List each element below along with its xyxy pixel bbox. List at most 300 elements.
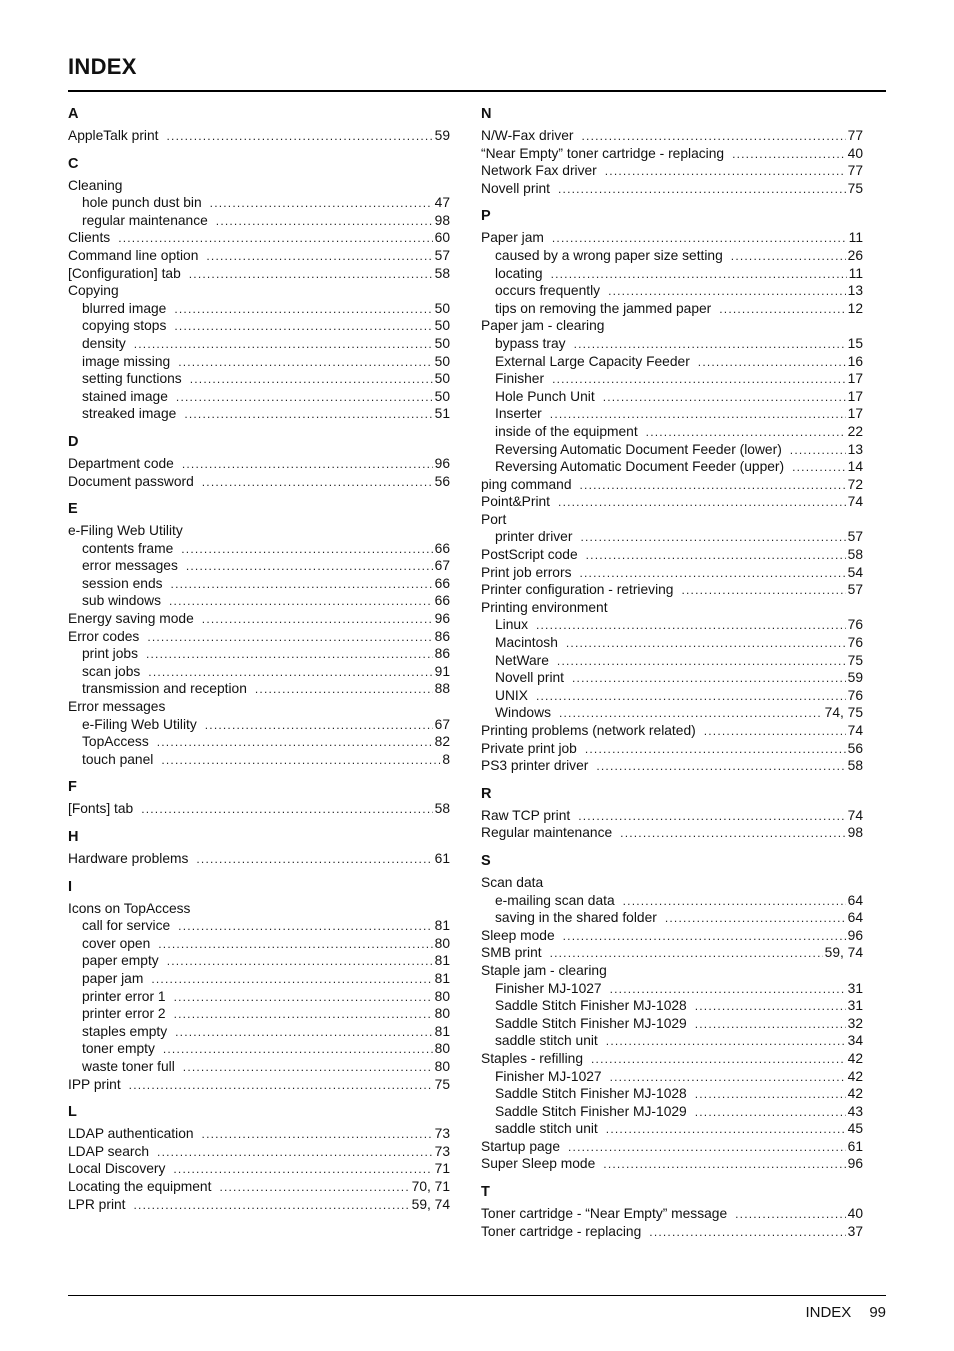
entry-page-number[interactable]: 31	[847, 998, 863, 1014]
dot-leader	[141, 801, 432, 819]
entry-text: Inserter	[495, 406, 542, 422]
entry-page-number[interactable]: 66	[434, 575, 450, 591]
entry-page-number[interactable]: 42	[847, 1068, 863, 1084]
dot-leader	[202, 474, 433, 492]
index-subentry	[481, 265, 863, 283]
entry-page-number[interactable]: 59	[847, 670, 863, 686]
dot-leader	[580, 529, 845, 547]
entry-text: image missing	[82, 353, 171, 369]
index-entry	[481, 476, 863, 494]
index-subentry	[481, 370, 863, 388]
dot-leader	[790, 442, 846, 460]
entry-page-number[interactable]: 81	[434, 953, 450, 969]
dot-leader	[134, 1197, 410, 1215]
entry-text: e-Filing Web Utility	[82, 716, 197, 732]
entry-text: Document password	[68, 473, 194, 489]
entry-page-number[interactable]: 74	[847, 807, 863, 823]
section-letter: P	[481, 208, 491, 225]
index-subentry	[68, 300, 450, 318]
entry-page-number[interactable]: 81	[434, 918, 450, 934]
index-entry	[68, 265, 450, 283]
entry-text: Port	[481, 511, 507, 527]
entry-text: session ends	[82, 575, 163, 591]
entry-page-number[interactable]: 74	[847, 723, 863, 738]
dot-leader	[255, 681, 433, 699]
entry-page-number[interactable]: 58	[847, 758, 863, 774]
entry-text: Point&Print	[481, 494, 551, 510]
entry-page-number[interactable]: 96	[434, 611, 450, 627]
entry-text: saddle stitch unit	[495, 1121, 598, 1137]
index-subentry	[68, 388, 450, 406]
index-entry	[481, 824, 863, 842]
index-entry	[481, 1223, 863, 1241]
section-letter: C	[68, 155, 79, 172]
index-entry	[481, 927, 863, 945]
entry-page-number[interactable]: 17	[847, 406, 863, 422]
entry-page-number[interactable]: 50	[434, 335, 450, 351]
entry-page-number[interactable]: 80	[434, 935, 450, 951]
dot-leader	[181, 541, 432, 559]
entry-page-number[interactable]: 26	[847, 247, 863, 263]
entry-page-number[interactable]: 76	[847, 687, 863, 703]
entry-page-number[interactable]: 22	[847, 423, 863, 439]
entry-page-number[interactable]: 50	[434, 300, 450, 316]
entry-page-number[interactable]: 80	[434, 1041, 450, 1057]
index-entry	[481, 546, 863, 564]
entry-page-number[interactable]: 17	[847, 388, 863, 404]
entry-page-number[interactable]: 91	[434, 663, 450, 679]
entry-page-number[interactable]: 42	[847, 1050, 863, 1066]
dot-leader	[558, 494, 846, 512]
dot-leader	[585, 741, 846, 759]
entry-text: ping command	[481, 476, 572, 492]
index-entry	[68, 1125, 450, 1143]
entry-page-number[interactable]: 42	[847, 1086, 863, 1102]
index-subentry	[68, 645, 450, 663]
dot-leader	[146, 646, 433, 664]
entry-text: NetWare	[495, 652, 549, 668]
dot-leader	[591, 1051, 846, 1069]
entry-text: paper jam	[82, 970, 144, 986]
index-subentry	[481, 909, 863, 927]
section-letter: H	[68, 829, 79, 845]
entry-page-number[interactable]: 12	[847, 300, 863, 316]
index-entry	[68, 1143, 450, 1161]
index-entry	[481, 807, 863, 825]
entry-page-number[interactable]: 56	[434, 473, 450, 489]
entry-page-number[interactable]: 13	[847, 441, 863, 457]
entry-page-number[interactable]: 66	[434, 593, 450, 609]
entry-text: [Fonts] tab	[68, 801, 134, 817]
entry-text: contents frame	[82, 540, 174, 556]
dot-leader	[202, 611, 433, 629]
index-entry	[68, 1076, 450, 1094]
footer-rule	[68, 1295, 886, 1296]
dot-leader	[171, 576, 433, 594]
entry-text: AppleTalk print	[68, 128, 159, 143]
index-entry	[481, 757, 863, 775]
index-entry	[481, 1205, 863, 1223]
section-letter: I	[68, 878, 73, 895]
entry-page-number[interactable]: 75	[434, 1076, 450, 1092]
entry-page-number[interactable]: 56	[847, 740, 863, 756]
dot-leader	[174, 301, 432, 319]
dot-leader	[178, 918, 432, 936]
entry-page-number[interactable]: 50	[434, 318, 450, 334]
entry-page-number[interactable]: 96	[847, 1156, 863, 1172]
entry-page-number[interactable]: 73	[434, 1126, 450, 1142]
entry-text: caused by a wrong paper size setting	[495, 247, 723, 263]
dot-leader	[173, 1161, 432, 1179]
entry-page-number[interactable]: 57	[847, 529, 863, 545]
dot-leader	[792, 459, 846, 477]
dot-leader	[147, 629, 432, 647]
entry-page-number[interactable]: 32	[847, 1015, 863, 1031]
entry-page-number[interactable]: 57	[847, 582, 863, 598]
dot-leader	[174, 1006, 433, 1024]
index-section-e	[68, 499, 450, 768]
entry-page-number[interactable]: 86	[434, 628, 450, 644]
index-subentry	[68, 194, 450, 212]
dot-leader	[184, 406, 432, 424]
entry-page-number[interactable]: 76	[847, 617, 863, 633]
index-subentry	[481, 247, 863, 265]
dot-leader	[550, 945, 823, 963]
entry-page-number[interactable]: 54	[847, 564, 863, 580]
entry-text: Toner cartridge - replacing	[481, 1223, 642, 1239]
entry-page-number[interactable]: 50	[434, 371, 450, 387]
entry-page-number[interactable]: 80	[434, 1058, 450, 1074]
entry-page-number[interactable]: 50	[434, 388, 450, 404]
index-subentry	[68, 335, 450, 353]
index-subentry	[68, 663, 450, 681]
dot-leader	[552, 230, 847, 248]
index-subentry	[481, 1068, 863, 1086]
entry-page-number[interactable]: 96	[434, 455, 450, 471]
entry-text: scan jobs	[82, 663, 141, 679]
entry-text: Error messages	[68, 699, 166, 715]
section-letter: F	[68, 779, 77, 796]
index-section-i	[68, 877, 450, 1094]
dot-leader	[158, 936, 432, 954]
dot-leader	[167, 953, 433, 971]
entry-page-number[interactable]: 82	[434, 734, 450, 750]
index-subentry	[68, 751, 450, 769]
entry-page-number[interactable]: 60	[434, 230, 450, 246]
section-letter: R	[481, 785, 492, 802]
entry-text: Finisher MJ-1027	[495, 1068, 602, 1084]
entry-text: Novell print	[495, 670, 565, 686]
index-entry	[481, 1050, 863, 1068]
entry-text: Startup page	[481, 1138, 561, 1154]
entry-text: saving in the shared folder	[495, 910, 657, 926]
entry-page-number[interactable]: 98	[847, 825, 863, 841]
dot-leader	[129, 1077, 433, 1095]
entry-page-number[interactable]: 58	[434, 265, 450, 281]
entry-page-number[interactable]: 98	[434, 212, 450, 228]
index-subentry	[68, 970, 450, 988]
dot-leader	[568, 1139, 846, 1157]
entry-text: Hardware problems	[68, 851, 189, 866]
dot-leader	[704, 723, 846, 741]
entry-text: e-mailing scan data	[495, 892, 615, 908]
index-entry	[68, 850, 450, 868]
entry-page-number[interactable]: 40	[847, 145, 863, 161]
entry-page-number[interactable]: 31	[847, 980, 863, 996]
entry-page-number[interactable]: 64	[847, 910, 863, 926]
index-entry	[68, 522, 450, 540]
index-entry	[68, 473, 450, 491]
index-subentry	[68, 1058, 450, 1076]
entry-page-number[interactable]: 75	[847, 180, 863, 196]
entry-page-number[interactable]: 67	[434, 558, 450, 574]
entry-text: e-Filing Web Utility	[68, 523, 183, 539]
index-subentry	[68, 1005, 450, 1023]
index-entry	[68, 127, 450, 145]
dot-leader	[578, 808, 845, 826]
index-subentry	[481, 353, 863, 371]
entry-text: toner empty	[82, 1041, 155, 1057]
entry-text: Reversing Automatic Document Feeder (lower)	[495, 441, 782, 457]
index-subentry	[481, 528, 863, 546]
index-entry	[481, 493, 863, 511]
entry-text: Staples - refilling	[481, 1050, 583, 1066]
index-entry	[481, 722, 863, 740]
entry-page-number[interactable]: 70, 71	[411, 1178, 450, 1194]
dot-leader	[606, 1121, 846, 1139]
section-letter: T	[481, 1184, 490, 1201]
dot-leader	[646, 424, 846, 442]
entry-page-number[interactable]: 57	[434, 247, 450, 263]
index-subentry	[68, 592, 450, 610]
entry-text: [Configuration] tab	[68, 265, 181, 281]
entry-page-number[interactable]: 96	[847, 927, 863, 943]
entry-page-number[interactable]: 76	[847, 635, 863, 651]
entry-page-number[interactable]: 81	[434, 970, 450, 986]
entry-text: TopAccess	[82, 734, 149, 750]
entry-page-number[interactable]: 13	[847, 283, 863, 299]
entry-page-number[interactable]: 58	[847, 547, 863, 563]
entry-text: printer error 2	[82, 1006, 166, 1022]
index-subentry	[68, 680, 450, 698]
entry-page-number[interactable]: 11	[848, 265, 863, 281]
index-subentry	[481, 458, 863, 476]
entry-page-number[interactable]: 64	[847, 892, 863, 908]
dot-leader	[202, 1126, 433, 1144]
entry-text: Printing problems (network related)	[481, 723, 696, 738]
dot-leader	[174, 318, 432, 336]
index-subentry	[481, 300, 863, 318]
dot-leader	[183, 1059, 433, 1077]
entry-page-number[interactable]: 74	[847, 494, 863, 510]
index-subentry	[481, 980, 863, 998]
entry-page-number[interactable]: 43	[847, 1103, 863, 1119]
dot-leader	[157, 734, 433, 752]
dot-leader	[552, 371, 846, 389]
entry-page-number[interactable]: 11	[848, 230, 863, 246]
entry-text: locating	[495, 265, 543, 281]
entry-page-number[interactable]: 50	[434, 353, 450, 369]
entry-text: sub windows	[82, 593, 161, 609]
entry-page-number[interactable]: 86	[434, 646, 450, 662]
index-subentry	[481, 1032, 863, 1050]
entry-text: Reversing Automatic Document Feeder (upper)	[495, 459, 785, 475]
dot-leader	[219, 1179, 409, 1197]
entry-text: Finisher	[495, 371, 545, 387]
entry-page-number[interactable]: 73	[434, 1143, 450, 1159]
entry-page-number[interactable]: 45	[847, 1121, 863, 1137]
dot-leader	[579, 565, 845, 583]
dot-leader	[189, 266, 433, 284]
entry-page-number[interactable]: 59, 74	[824, 945, 863, 961]
entry-text: Macintosh	[495, 635, 558, 651]
index-section-h	[68, 827, 450, 868]
section-letter: A	[68, 106, 79, 122]
entry-text: copying stops	[82, 318, 167, 334]
dot-leader	[178, 354, 432, 372]
entry-page-number[interactable]: 61	[847, 1138, 863, 1154]
entry-text: Local Discovery	[68, 1161, 166, 1177]
dot-leader	[582, 128, 846, 146]
entry-page-number[interactable]: 59	[434, 128, 450, 143]
entry-page-number[interactable]: 37	[847, 1223, 863, 1239]
entry-text: touch panel	[82, 751, 154, 767]
entry-text: saddle stitch unit	[495, 1033, 598, 1049]
index-subentry	[481, 634, 863, 652]
dot-leader	[566, 635, 846, 653]
entry-text: Regular maintenance	[481, 825, 613, 841]
entry-page-number[interactable]: 66	[434, 540, 450, 556]
entry-page-number[interactable]: 16	[847, 353, 863, 369]
entry-text: density	[82, 335, 126, 351]
entry-page-number[interactable]: 58	[434, 801, 450, 817]
dot-leader	[596, 758, 845, 776]
dot-leader	[603, 389, 846, 407]
entry-text: Department code	[68, 455, 174, 471]
index-subentry	[481, 997, 863, 1015]
entry-text: regular maintenance	[82, 212, 208, 228]
entry-text: PS3 printer driver	[481, 758, 589, 774]
index-entry	[481, 1155, 863, 1173]
dot-leader	[580, 477, 846, 495]
entry-text: paper empty	[82, 953, 159, 969]
index-entry	[481, 962, 863, 980]
index-subentry	[68, 1023, 450, 1041]
entry-page-number[interactable]: 15	[847, 335, 863, 351]
index-entry	[68, 610, 450, 628]
entry-page-number[interactable]: 77	[847, 163, 863, 179]
entry-page-number[interactable]: 8	[442, 751, 450, 767]
index-section-f	[68, 777, 450, 818]
entry-page-number[interactable]: 88	[434, 681, 450, 697]
index-subentry	[68, 935, 450, 953]
index-subentry	[481, 1103, 863, 1121]
entry-text: N/W-Fax driver	[481, 128, 574, 143]
dot-leader	[167, 128, 433, 146]
index-entry	[481, 511, 863, 529]
entry-page-number[interactable]: 80	[434, 988, 450, 1004]
entry-page-number[interactable]: 61	[434, 851, 450, 866]
index-entry	[68, 177, 450, 195]
index-section-t	[481, 1182, 863, 1240]
entry-page-number[interactable]: 74, 75	[824, 705, 863, 721]
index-subentry	[481, 335, 863, 353]
entry-page-number[interactable]: 14	[847, 459, 863, 475]
entry-text: Copying	[68, 283, 119, 299]
entry-text: “Near Empty” toner cartridge - replacing	[481, 145, 725, 161]
entry-text: Linux	[495, 617, 528, 633]
dot-leader	[182, 456, 433, 474]
dot-leader	[559, 705, 823, 723]
index-entry	[68, 229, 450, 247]
entry-text: Print job errors	[481, 564, 572, 580]
entry-text: blurred image	[82, 300, 167, 316]
index-subentry	[481, 423, 863, 441]
index-subentry	[68, 917, 450, 935]
dot-leader	[175, 1024, 433, 1042]
index-entry	[481, 581, 863, 599]
entry-text: printer driver	[495, 529, 573, 545]
dot-leader	[134, 336, 433, 354]
index-entry	[481, 145, 863, 163]
index-subentry	[481, 1085, 863, 1103]
entry-text: LPR print	[68, 1196, 126, 1212]
entry-text: Clients	[68, 230, 111, 246]
entry-page-number[interactable]: 71	[434, 1161, 450, 1177]
index-subentry	[68, 317, 450, 335]
entry-page-number[interactable]: 80	[434, 1006, 450, 1022]
dot-leader	[174, 989, 433, 1007]
dot-leader	[586, 547, 846, 565]
entry-page-number[interactable]: 47	[434, 195, 450, 211]
dot-leader	[603, 1156, 845, 1174]
dot-leader	[186, 558, 433, 576]
entry-text: UNIX	[495, 687, 528, 703]
index-subentry	[481, 441, 863, 459]
entry-text: waste toner full	[82, 1058, 175, 1074]
entry-page-number[interactable]: 40	[847, 1206, 863, 1222]
entry-page-number[interactable]: 34	[847, 1033, 863, 1049]
entry-text: Staple jam - clearing	[481, 962, 607, 978]
section-letter: N	[481, 106, 492, 122]
dot-leader	[557, 653, 846, 671]
entry-page-number[interactable]: 67	[434, 716, 450, 732]
entry-text: bypass tray	[495, 335, 566, 351]
entry-text: Sleep mode	[481, 927, 555, 943]
index-subentry	[68, 353, 450, 371]
section-letter: L	[68, 1104, 77, 1121]
entry-page-number[interactable]: 51	[434, 406, 450, 422]
dot-leader	[695, 1104, 846, 1122]
entry-page-number[interactable]: 77	[847, 128, 863, 143]
dot-leader	[610, 1069, 846, 1087]
index-section-a	[68, 104, 450, 145]
entry-page-number[interactable]: 81	[434, 1023, 450, 1039]
index-subentry	[481, 704, 863, 722]
entry-page-number[interactable]: 75	[847, 652, 863, 668]
index-entry	[68, 1160, 450, 1178]
index-section-l	[68, 1102, 450, 1213]
index-entry	[481, 229, 863, 247]
dot-leader	[161, 752, 440, 770]
entry-page-number[interactable]: 59, 74	[411, 1196, 450, 1212]
index-entry	[68, 900, 450, 918]
entry-text: inside of the equipment	[495, 423, 638, 439]
entry-page-number[interactable]: 17	[847, 371, 863, 387]
dot-leader	[732, 146, 846, 164]
entry-page-number[interactable]: 72	[847, 476, 863, 492]
index-entry	[68, 455, 450, 473]
